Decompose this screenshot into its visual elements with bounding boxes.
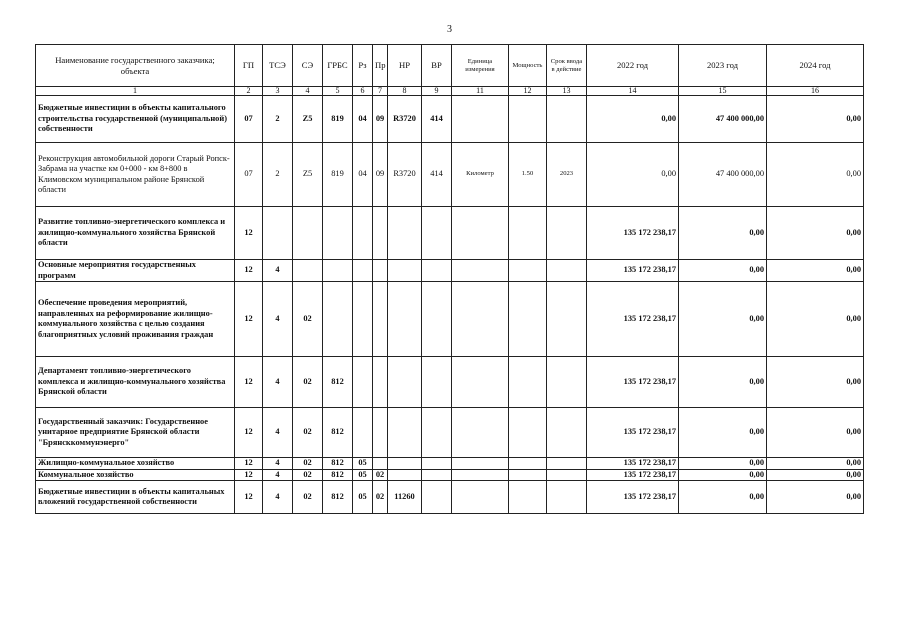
code-cell [373,408,388,458]
column-number-cell: 2 [235,87,263,96]
amount-cell: 0,00 [767,96,864,143]
header-cell-rz: Рз [353,45,373,87]
code-cell [509,469,547,481]
header-cell-tse: ТСЭ [263,45,293,87]
row-name-cell: Бюджетные инвестиции в объекты капитального строительства государственной (муниципальной) собственности [36,96,235,143]
code-cell: R3720 [388,96,422,143]
header-cell-deadline: Срок ввода в действие [547,45,587,87]
code-cell [388,357,422,408]
header-cell-vr: ВР [422,45,452,87]
code-cell: 2 [263,96,293,143]
code-cell: Километр [452,143,509,207]
code-cell [373,282,388,357]
header-cell-nr: НР [388,45,422,87]
header-cell-2023: 2023 год [679,45,767,87]
code-cell [422,408,452,458]
amount-cell: 47 400 000,00 [679,96,767,143]
table-row [36,458,864,470]
row-name-cell: Департамент топливно-энергетического комплекса и жилищно-коммунального хозяйства Брянской области [36,357,235,408]
code-cell: 812 [323,408,353,458]
amount-cell: 135 172 238,17 [587,207,679,260]
code-cell: Z5 [293,143,323,207]
code-cell: 12 [235,481,263,514]
header-cell-name: Наименование государственного заказчика; объекта [36,45,235,87]
header-cell-gp: ГП [235,45,263,87]
amount-cell: 0,00 [679,260,767,282]
code-cell: 4 [263,481,293,514]
column-number-cell: 15 [679,87,767,96]
code-cell [353,282,373,357]
amount-cell: 0,00 [767,143,864,207]
code-cell: 4 [263,260,293,282]
code-cell [509,458,547,470]
table-row [36,282,864,357]
column-number-cell: 7 [373,87,388,96]
code-cell: 07 [235,143,263,207]
code-cell: 02 [293,469,323,481]
amount-cell: 0,00 [679,207,767,260]
code-cell [422,260,452,282]
code-cell: 2023 [547,143,587,207]
code-cell [452,458,509,470]
code-cell: 4 [263,357,293,408]
amount-cell: 0,00 [679,458,767,470]
code-cell [373,458,388,470]
code-cell: 12 [235,458,263,470]
code-cell [452,282,509,357]
code-cell [353,260,373,282]
column-number-cell: 5 [323,87,353,96]
code-cell [263,207,293,260]
code-cell [547,469,587,481]
amount-cell: 135 172 238,17 [587,458,679,470]
code-cell [323,260,353,282]
code-cell: 4 [263,458,293,470]
code-cell [547,408,587,458]
code-cell [388,260,422,282]
page-number: 3 [447,24,452,35]
code-cell [353,207,373,260]
column-number-cell: 3 [263,87,293,96]
code-cell [422,282,452,357]
amount-cell: 0,00 [767,469,864,481]
amount-cell: 0,00 [767,481,864,514]
column-number-cell: 13 [547,87,587,96]
column-number-cell: 8 [388,87,422,96]
amount-cell: 0,00 [679,481,767,514]
code-cell: 02 [373,481,388,514]
code-cell: 12 [235,469,263,481]
row-name-cell: Основные мероприятия государственных программ [36,260,235,282]
amount-cell: 135 172 238,17 [587,469,679,481]
code-cell [452,481,509,514]
code-cell: 4 [263,469,293,481]
code-cell [388,469,422,481]
code-cell [293,207,323,260]
table-row [36,469,864,481]
code-cell: 1.50 [509,143,547,207]
code-cell: 12 [235,357,263,408]
code-cell [509,408,547,458]
code-cell [373,357,388,408]
code-cell: 07 [235,96,263,143]
code-cell: 04 [353,96,373,143]
header-cell-2024: 2024 год [767,45,864,87]
column-number-cell: 6 [353,87,373,96]
code-cell [353,357,373,408]
code-cell [452,260,509,282]
table-row [36,96,864,143]
code-cell [373,207,388,260]
amount-cell: 0,00 [767,260,864,282]
row-name-cell: Жилищно-коммунальное хозяйство [36,458,235,470]
header-row [36,45,864,87]
table-row [36,357,864,408]
code-cell: 05 [353,469,373,481]
table-row [36,143,864,207]
code-cell: 4 [263,282,293,357]
code-cell [388,207,422,260]
header-cell-grbs: ГРБС [323,45,353,87]
amount-cell: 0,00 [767,458,864,470]
amount-cell: 135 172 238,17 [587,408,679,458]
code-cell: 12 [235,260,263,282]
column-number-cell: 9 [422,87,452,96]
column-number-cell: 1 [36,87,235,96]
code-cell [452,408,509,458]
code-cell: 05 [353,458,373,470]
row-name-cell: Развитие топливно-энергетического комплекса и жилищно-коммунального хозяйства Брянской области [36,207,235,260]
column-number-cell: 14 [587,87,679,96]
amount-cell: 0,00 [679,357,767,408]
budget-table [35,44,864,514]
row-name-cell: Государственный заказчик: Государственное унитарное предприятие Брянской области "Брянсккоммунэнерго" [36,408,235,458]
code-cell [422,207,452,260]
code-cell [452,357,509,408]
code-cell: 02 [373,469,388,481]
code-cell [422,469,452,481]
code-cell [422,357,452,408]
column-number-cell: 16 [767,87,864,96]
code-cell: Z5 [293,96,323,143]
header-cell-pr: Пр [373,45,388,87]
amount-cell: 135 172 238,17 [587,260,679,282]
code-cell [547,357,587,408]
amount-cell: 47 400 000,00 [679,143,767,207]
table-row [36,207,864,260]
table-row [36,260,864,282]
code-cell [547,207,587,260]
amount-cell: 0,00 [767,282,864,357]
code-cell [452,96,509,143]
amount-cell: 135 172 238,17 [587,282,679,357]
header-cell-capacity: Мощность [509,45,547,87]
code-cell [388,408,422,458]
code-cell: 812 [323,481,353,514]
row-name-cell: Обеспечение проведения мероприятий, направленных на реформирование жилищно-коммунального хозяйства с целью создания благоприятных условий проживания граждан [36,282,235,357]
code-cell: 02 [293,408,323,458]
column-number-cell: 4 [293,87,323,96]
table-row [36,481,864,514]
code-cell: 2 [263,143,293,207]
header-cell-2022: 2022 год [587,45,679,87]
code-cell: 819 [323,96,353,143]
code-cell [509,481,547,514]
table-row [36,408,864,458]
amount-cell: 0,00 [679,282,767,357]
code-cell: 414 [422,96,452,143]
code-cell [509,207,547,260]
code-cell: 04 [353,143,373,207]
amount-cell: 0,00 [587,143,679,207]
code-cell: 12 [235,282,263,357]
header-cell-unit: Единица измерения [452,45,509,87]
code-cell: R3720 [388,143,422,207]
code-cell: 812 [323,357,353,408]
code-cell: 11260 [388,481,422,514]
row-name-cell: Бюджетные инвестиции в объекты капитальных вложений государственной собственности [36,481,235,514]
amount-cell: 0,00 [587,96,679,143]
column-number-row [36,87,864,96]
code-cell [452,207,509,260]
amount-cell: 135 172 238,17 [587,357,679,408]
code-cell [323,282,353,357]
code-cell: 02 [293,481,323,514]
amount-cell: 135 172 238,17 [587,481,679,514]
code-cell: 12 [235,408,263,458]
code-cell: 02 [293,357,323,408]
amount-cell: 0,00 [767,408,864,458]
row-name-cell: Реконструкция автомобильной дороги Старый Ропск-Забрама на участке км 0+000 - км 8+800 в Климовском муниципальном районе Брянской области [36,143,235,207]
code-cell [373,260,388,282]
code-cell [422,458,452,470]
code-cell [452,469,509,481]
code-cell: 09 [373,143,388,207]
code-cell: 02 [293,458,323,470]
code-cell [323,207,353,260]
column-number-cell: 11 [452,87,509,96]
code-cell [547,481,587,514]
row-name-cell: Коммунальное хозяйство [36,469,235,481]
column-number-cell: 12 [509,87,547,96]
code-cell [547,96,587,143]
code-cell: 05 [353,481,373,514]
amount-cell: 0,00 [679,408,767,458]
code-cell: 812 [323,469,353,481]
code-cell [509,282,547,357]
amount-cell: 0,00 [767,207,864,260]
code-cell: 09 [373,96,388,143]
code-cell [509,357,547,408]
code-cell: 812 [323,458,353,470]
code-cell [547,260,587,282]
code-cell [388,458,422,470]
amount-cell: 0,00 [767,357,864,408]
code-cell [509,96,547,143]
code-cell [388,282,422,357]
code-cell: 819 [323,143,353,207]
code-cell: 414 [422,143,452,207]
code-cell [547,458,587,470]
code-cell [547,282,587,357]
code-cell [422,481,452,514]
code-cell: 02 [293,282,323,357]
code-cell [509,260,547,282]
amount-cell: 0,00 [679,469,767,481]
code-cell [293,260,323,282]
header-cell-se: СЭ [293,45,323,87]
code-cell: 12 [235,207,263,260]
code-cell: 4 [263,408,293,458]
code-cell [353,408,373,458]
